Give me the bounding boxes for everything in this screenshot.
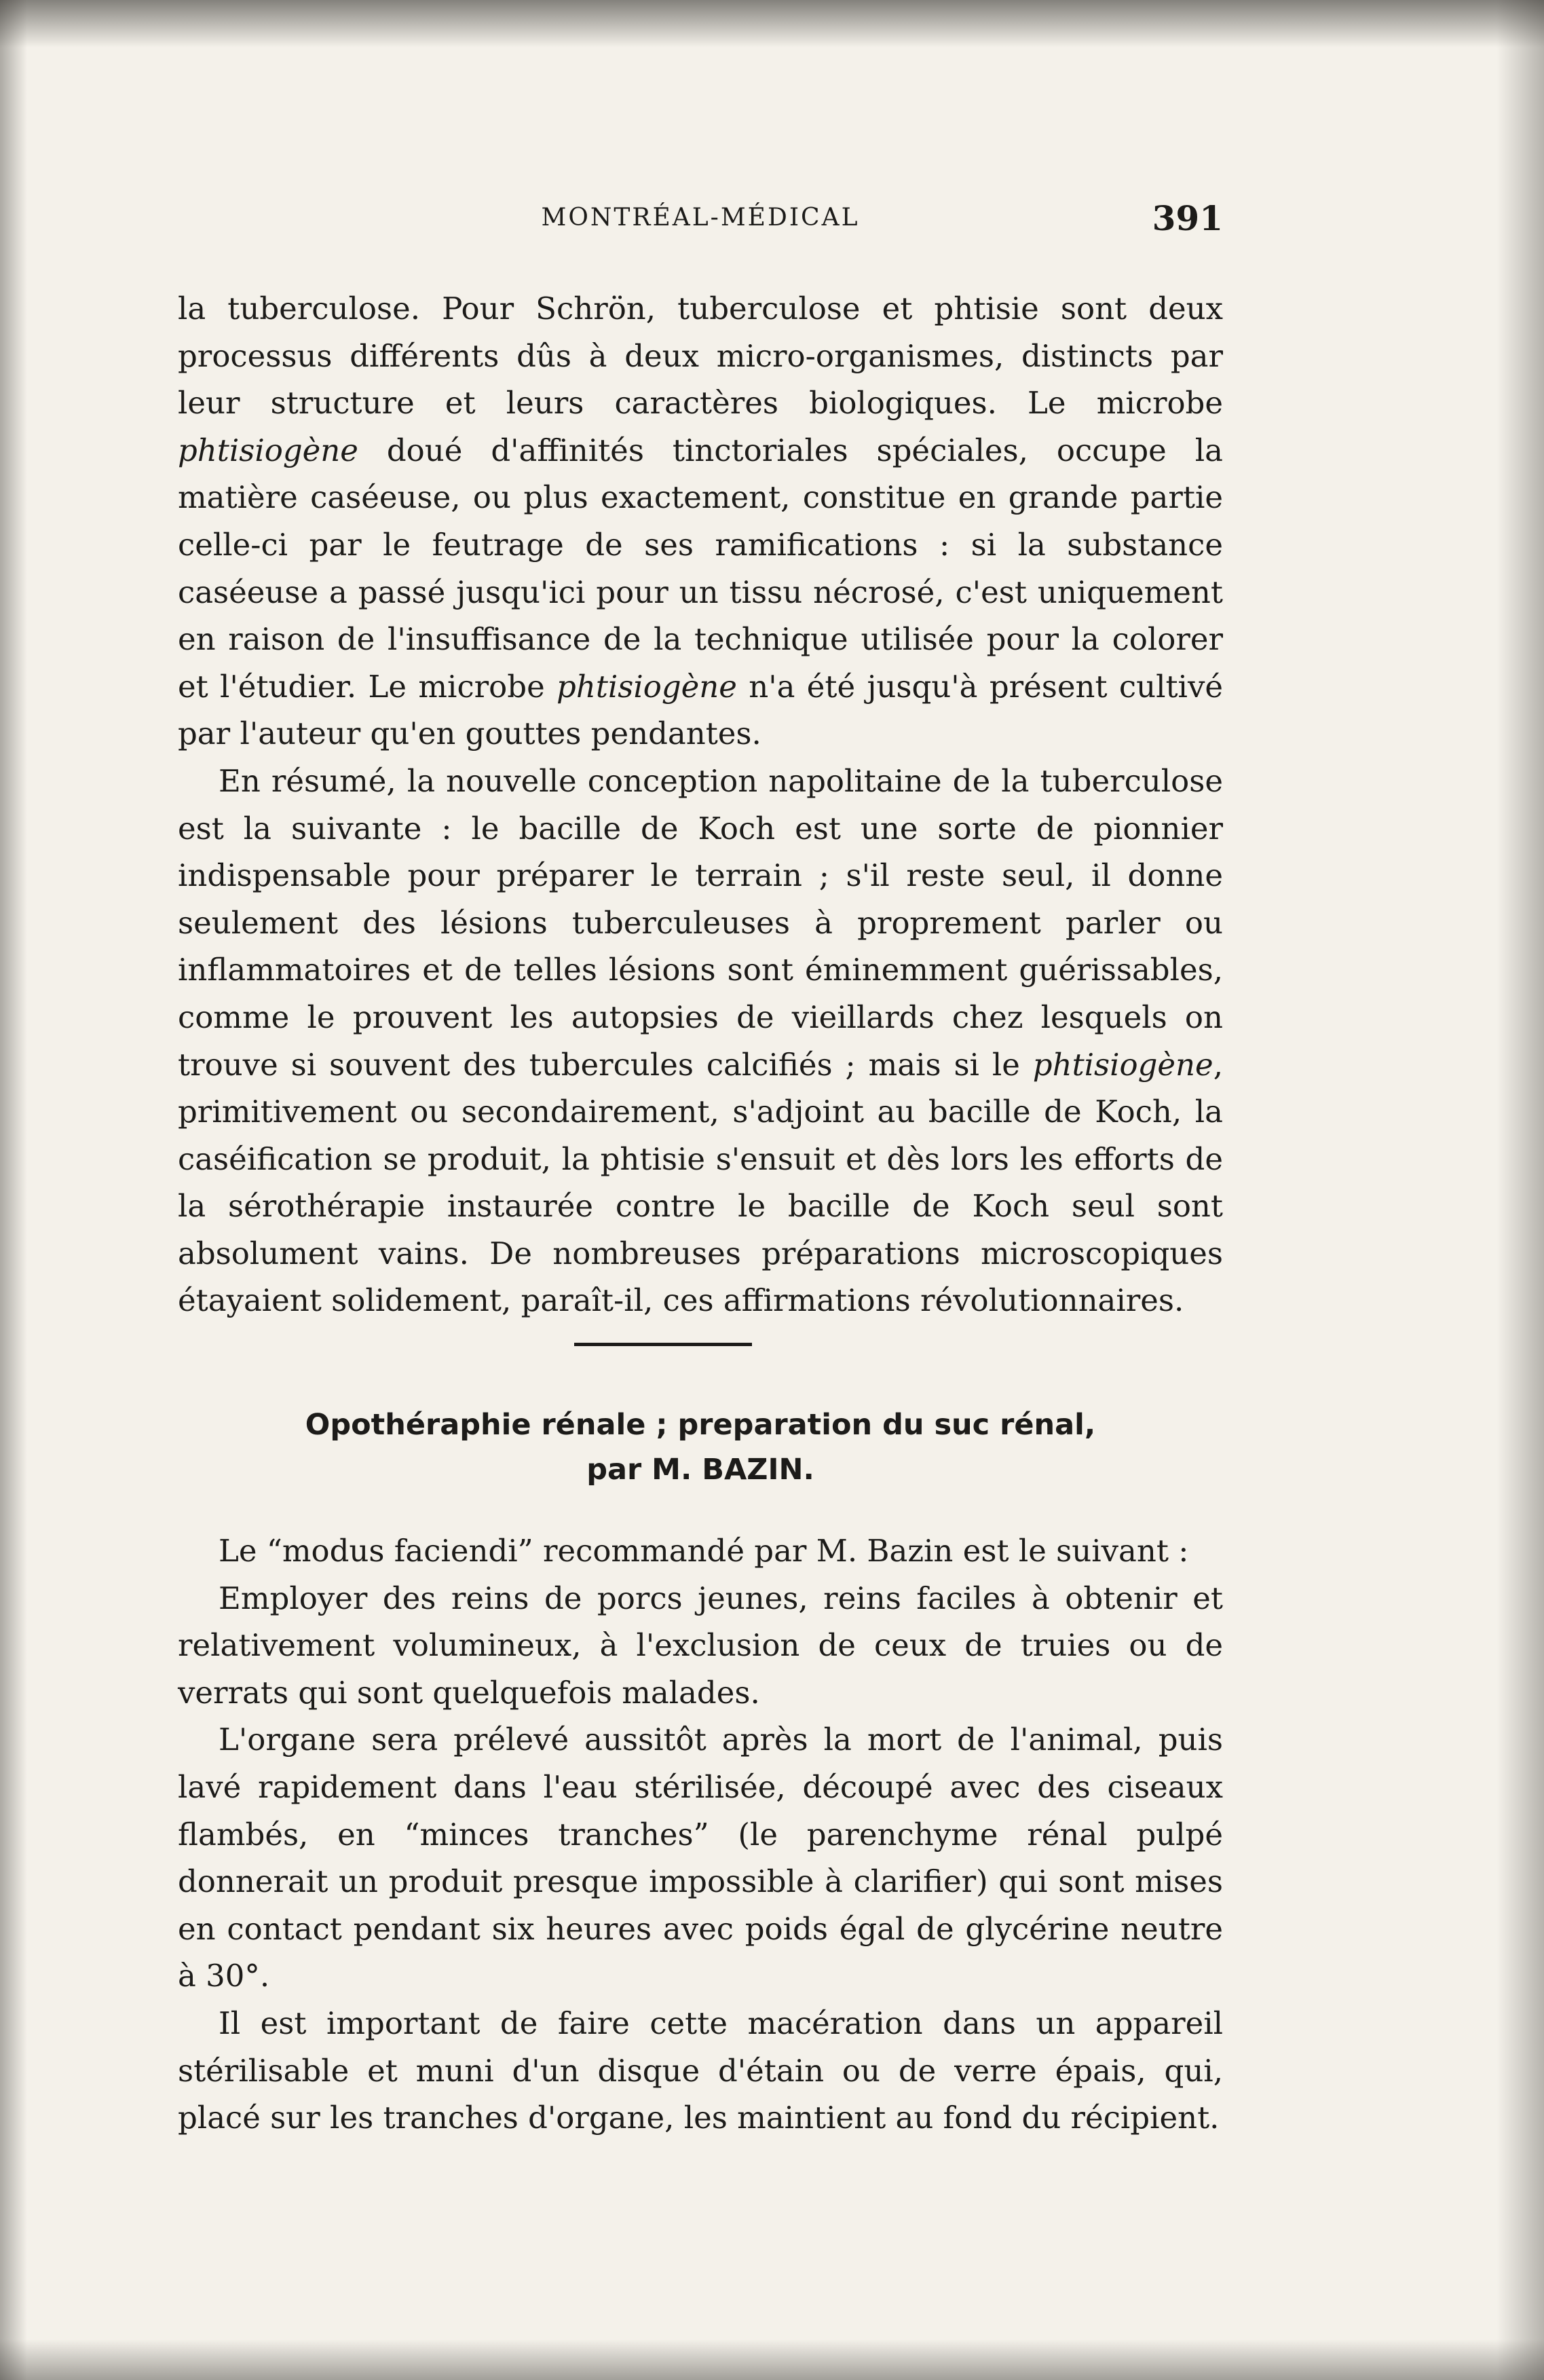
italic-term: phtisiogène (557, 668, 737, 705)
paragraph (178, 758, 1223, 1324)
scan-border-top (0, 0, 1544, 48)
text-run: En résumé, la nouvelle conception napolitaine de la tuberculose est la suivante : le bacille de Koch est une sorte de pionnier indispensable pour préparer le terrain ; s'il reste seul, il donne seulement des lésions tuberculeuses à proprement parler ou inflammatoires et de telles lésions sont éminemment guérissables, comme le prouvent les autopsies de vieillards chez lesquels on trouve si souvent des tubercules calcifiés ; mais si le (178, 762, 1223, 1083)
page-header (178, 198, 1223, 246)
italic-term: phtisiogène (178, 432, 358, 468)
section-divider (574, 1343, 752, 1346)
text-run: doué d'affinités tinctoriales spéciales, occupe la matière caséeuse, ou plus exactement, constitue en grande partie celle-ci par le feutrage de ses ramifications : si la substance caséeuse a passé jusqu'ici pour un tissu nécrosé, c'est uniquement en raison de l'insuffisance de la technique utilisée pour la colorer et l'étudier. Le microbe (178, 432, 1223, 705)
paragraph: Employer des reins de porcs jeunes, reins faciles à obtenir et relativement volumineux, à l'exclusion de ceux de truies ou de verrats qui sont quelquefois malades. (178, 1580, 1223, 1711)
article-body (178, 285, 1223, 1324)
text-run: la tuberculose. Pour Schrön, tuberculose et phtisie sont deux processus différents dûs à deux micro-organismes, distincts par leur structure et leurs caractères biologiques. Le microbe (178, 291, 1223, 422)
text-run: n'a été jusqu'à présent cultivé par l'auteur qu'en gouttes pendantes. (178, 668, 1223, 752)
scan-border-right (1496, 0, 1544, 2380)
section-body (178, 1527, 1223, 2142)
paragraph: L'organe sera prélevé aussitôt après la mort de l'animal, puis lavé rapidement dans l'eau stérilisée, découpé avec des ciseaux flambés, en “minces tranches” (le parenchyme rénal pulpé donnerait un produit presque impossible à clarifier) qui sont mises en contact pendant six heures avec poids égal de glycérine neutre à 30°. (178, 1722, 1223, 1994)
page-number: 391 (1152, 198, 1223, 238)
paragraph: Il est important de faire cette macération dans un appareil stérilisable et muni d'un disque d'étain ou de verre épais, qui, placé sur les tranches d'organe, les maintient au fond du récipient. (178, 2005, 1223, 2136)
scan-border-left (0, 0, 27, 2380)
running-head: MONTRÉAL-MÉDICAL (541, 204, 860, 231)
scan-border-bottom (0, 2339, 1544, 2380)
text-run: , primitivement ou secondairement, s'adjoint au bacille de Koch, la caséification se produit, la phtisie s'ensuit et dès lors les efforts de la sérothérapie instaurée contre le bacille de Koch seul sont absolument vains. De nombreuses préparations microscopiques étayaient solidement, paraît-il, ces affirmations révolutionnaires. (178, 1046, 1223, 1319)
italic-term: phtisiogène (1032, 1046, 1213, 1083)
section-title-line: Opothéraphie rénale ; preparation du suc rénal, (305, 1408, 1096, 1442)
section-title (178, 1402, 1223, 1492)
paragraph (178, 285, 1223, 758)
section-author-line: par M. BAZIN. (586, 1453, 814, 1487)
paragraph: Le “modus faciendi” recommandé par M. Bazin est le suivant : (219, 1533, 1189, 1569)
